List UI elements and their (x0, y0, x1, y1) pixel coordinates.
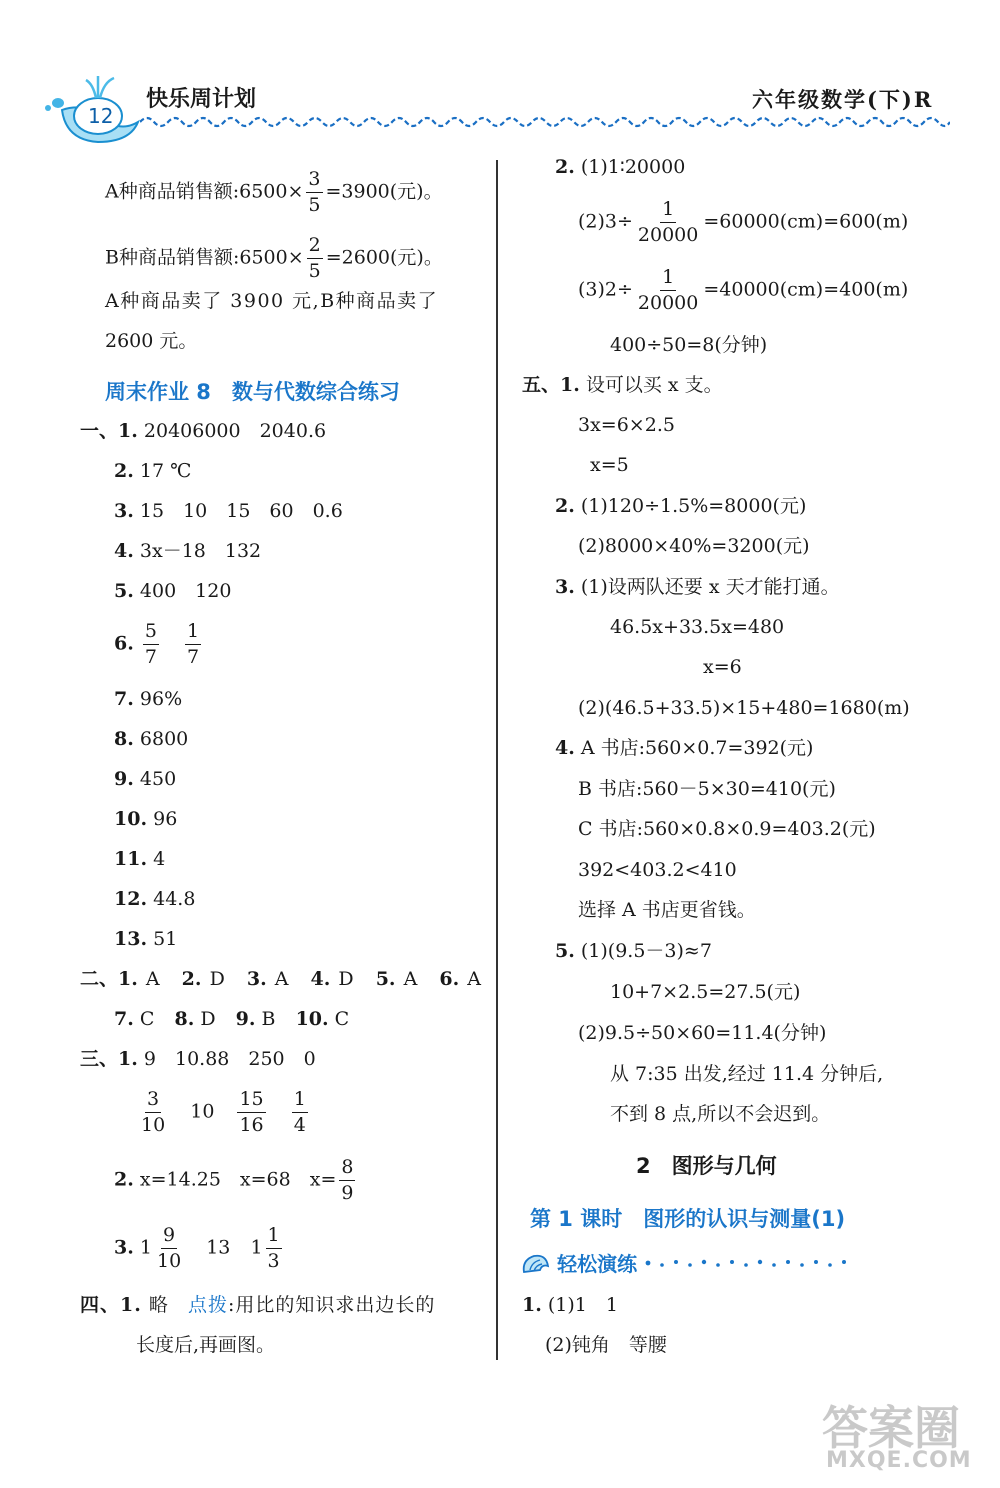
answer-line (114, 850, 165, 869)
text: =2600(元)。 (325, 246, 443, 269)
answer-line (114, 770, 176, 789)
column-divider (496, 160, 498, 1360)
text: 20406000 2040.6 (143, 420, 327, 442)
dotted-decoration-icon (642, 1256, 852, 1270)
answer-line (114, 1158, 358, 1203)
text: D (338, 968, 354, 990)
text: (1)设两队还要 x 天才能打通。 (580, 576, 840, 598)
text: 44.8 (153, 888, 196, 910)
answer-line (555, 739, 813, 758)
item-label: 4. (555, 737, 575, 759)
denominator: 4 (293, 1114, 306, 1136)
text: 400 120 (139, 580, 232, 602)
item-label: 10. (114, 808, 148, 830)
answer-line: A种商品卖了 3900 元,B种商品卖了 (105, 290, 439, 312)
answer-line (114, 730, 188, 749)
answer-line (578, 200, 908, 245)
text: A种商品销售额:6500× (105, 180, 304, 203)
item-label: 3. (114, 500, 134, 522)
text: (1)(9.5－3)≈7 (580, 940, 712, 962)
answer-line (114, 622, 204, 667)
text: 设可以买 x 支。 (585, 374, 723, 396)
fraction (339, 1158, 355, 1203)
item-label: 13. (114, 928, 148, 950)
text: 96% (139, 688, 183, 710)
numerator: 3 (145, 1090, 161, 1113)
denominator: 7 (187, 646, 200, 668)
text: (1)1∶20000 (580, 156, 686, 178)
text: x=14.25 x=68 x= (139, 1168, 337, 1191)
answer-line (555, 578, 840, 597)
item-label: 4. (310, 968, 331, 990)
denominator: 16 (239, 1114, 264, 1136)
text: C (139, 1008, 155, 1030)
fraction (266, 1226, 282, 1271)
denominator: 20000 (637, 292, 699, 314)
fraction (292, 1090, 308, 1135)
text: 10 (190, 1100, 215, 1123)
answer-line (105, 170, 443, 215)
item-label: 3. (555, 576, 575, 598)
denominator: 9 (341, 1182, 354, 1204)
numerator: 1 (660, 200, 676, 223)
text: 450 (139, 768, 177, 790)
answer-line (555, 497, 806, 516)
text: C (334, 1008, 350, 1030)
answer-line: B 书店:560－5×30=410(元) (578, 778, 836, 800)
item-label: 2. (114, 460, 134, 482)
item-label: 5. (114, 580, 134, 602)
text: D (200, 1008, 216, 1030)
text: 15 10 15 60 0.6 (139, 500, 343, 522)
fraction (307, 236, 323, 281)
watermark-url: MXQE.COM (826, 1448, 972, 1473)
answer-line (114, 930, 177, 949)
answer-line: (2)(46.5+33.5)×15+480=1680(m) (578, 697, 910, 719)
item-label: 四、1. (80, 1294, 142, 1316)
text: 17 ℃ (139, 460, 192, 482)
answer-line (136, 1090, 311, 1135)
answer-line: 10+7×2.5=27.5(元) (610, 981, 801, 1003)
answer-line (80, 1296, 435, 1315)
answer-line (114, 502, 343, 521)
numerator: 5 (143, 622, 159, 645)
item-label: 3. (114, 1236, 134, 1259)
answer-line (578, 268, 908, 313)
answer-line: (2)8000×40%=3200(元) (578, 535, 810, 557)
hint-label: 点拨 (187, 1294, 228, 1316)
text: 略 (148, 1294, 169, 1316)
item-label: 2. (181, 968, 202, 990)
item-label: 8. (174, 1008, 195, 1030)
item-label: 7. (114, 688, 134, 710)
answer-line (522, 1296, 618, 1315)
section-title: 周末作业 8 数与代数综合练习 (105, 380, 400, 404)
answer-line (114, 1226, 285, 1271)
grade-subject: 六年级数学(下)R (752, 87, 934, 112)
chapter-title: 2 图形与几何 (636, 1154, 777, 1178)
practice-header (520, 1248, 852, 1277)
numerator: 1 (266, 1226, 282, 1249)
text: (1)120÷1.5%=8000(元) (580, 495, 807, 517)
denominator: 3 (267, 1250, 280, 1272)
text: (2)3÷ (578, 210, 633, 233)
answer-line: 从 7:35 出发,经过 11.4 分钟后, (610, 1063, 884, 1085)
numerator: 8 (339, 1158, 355, 1181)
item-label: 10. (295, 1008, 329, 1030)
header-wavy-divider (140, 112, 950, 132)
item-label: 6. (439, 968, 460, 990)
text: (3)2÷ (578, 278, 633, 301)
item-label: 2. (114, 1168, 134, 1191)
text: 96 (153, 808, 178, 830)
answer-line: 选择 A 书店更省钱。 (578, 899, 756, 921)
item-label: 1. (522, 1294, 542, 1316)
text: A (403, 968, 418, 990)
answer-line (114, 542, 261, 561)
fraction (155, 1226, 183, 1271)
answer-line: x=6 (703, 656, 742, 678)
item-label: 12. (114, 888, 148, 910)
numerator: 3 (306, 170, 322, 193)
item-label: 9. (235, 1008, 256, 1030)
item-label: 2. (555, 156, 575, 178)
item-label: 4. (114, 540, 134, 562)
answer-line: 不到 8 点,所以不会迟到。 (610, 1103, 831, 1125)
text: B (261, 1008, 276, 1030)
item-label: 5. (555, 940, 575, 962)
fraction (306, 170, 322, 215)
answer-line: 400÷50=8(分钟) (610, 334, 768, 356)
fraction (237, 1090, 265, 1135)
text: 1 (250, 1236, 263, 1259)
item-label: 5. (375, 968, 396, 990)
denominator: 20000 (637, 224, 699, 246)
answer-line: 46.5x+33.5x=480 (610, 616, 785, 638)
answer-line (114, 1010, 349, 1029)
denominator: 10 (141, 1114, 166, 1136)
text: (1)1 1 (547, 1294, 618, 1316)
fraction (185, 622, 201, 667)
fraction (143, 622, 159, 667)
answer-line (114, 582, 231, 601)
fraction (636, 268, 700, 313)
watermark-logo: 答案圈 (822, 1401, 960, 1455)
item-label: 8. (114, 728, 134, 750)
answer-line: x=5 (590, 454, 629, 476)
answer-line (80, 422, 326, 441)
shell-icon (520, 1250, 552, 1276)
fraction (636, 200, 700, 245)
numerator: 2 (307, 236, 323, 259)
answer-line (522, 376, 723, 395)
fraction (139, 1090, 167, 1135)
numerator: 1 (292, 1090, 308, 1113)
text: D (209, 968, 225, 990)
answer-line (114, 690, 182, 709)
text: 13 (206, 1236, 231, 1259)
text: A (274, 968, 289, 990)
answer-line: (2)9.5÷50×60=11.4(分钟) (578, 1022, 827, 1044)
answer-line (555, 942, 712, 961)
text: 6800 (139, 728, 189, 750)
text: B种商品销售额:6500× (105, 246, 304, 269)
item-label: 2. (555, 495, 575, 517)
answer-line: 2600 元。 (105, 330, 198, 352)
answer-line (80, 1050, 316, 1069)
text: A 书店:560×0.7=392(元) (580, 737, 814, 759)
text: =60000(cm)=600(m) (703, 210, 909, 233)
numerator: 1 (660, 268, 676, 291)
item-label: 9. (114, 768, 134, 790)
answer-line (114, 462, 191, 481)
item-label: 二、1. (80, 968, 138, 990)
item-label: 11. (114, 848, 148, 870)
text: :用比的知识求出边长的 (227, 1294, 436, 1316)
denominator: 10 (156, 1250, 182, 1272)
denominator: 5 (308, 194, 321, 216)
text: A (145, 968, 160, 990)
page-number: 12 (88, 104, 114, 128)
lesson-title: 第 1 课时 图形的认识与测量(1) (530, 1207, 846, 1231)
text: 9 10.88 250 0 (143, 1048, 316, 1070)
item-label: 五、1. (522, 374, 580, 396)
text: =40000(cm)=400(m) (703, 278, 909, 301)
text: A (467, 968, 481, 990)
answer-line: C 书店:560×0.8×0.9=403.2(元) (578, 818, 876, 840)
denominator: 5 (308, 260, 321, 282)
text: 4 (153, 848, 166, 870)
practice-title: 轻松演练 (557, 1252, 638, 1276)
numerator: 15 (237, 1090, 265, 1113)
book-title: 快乐周计划 (146, 87, 257, 112)
item-label: 三、1. (80, 1048, 138, 1070)
answer-line: 长度后,再画图。 (136, 1334, 276, 1356)
answer-line: 392<403.2<410 (578, 859, 737, 881)
answer-line: (2)钝角 等腰 (545, 1334, 667, 1356)
answer-line: 3x=6×2.5 (578, 414, 675, 436)
denominator: 7 (144, 646, 157, 668)
answer-line (114, 810, 177, 829)
answer-line (114, 890, 195, 909)
item-label: 6. (114, 632, 134, 655)
item-label: 7. (114, 1008, 134, 1030)
text: 3x－18 132 (139, 540, 262, 562)
item-label: 一、1. (80, 420, 138, 442)
text: =3900(元)。 (325, 180, 443, 203)
numerator: 1 (185, 622, 201, 645)
answer-line (105, 236, 443, 281)
answer-line (80, 970, 481, 989)
numerator: 9 (161, 1226, 177, 1249)
answer-line (555, 158, 685, 177)
text: 1 (139, 1236, 152, 1259)
text: 51 (153, 928, 178, 950)
item-label: 3. (246, 968, 267, 990)
